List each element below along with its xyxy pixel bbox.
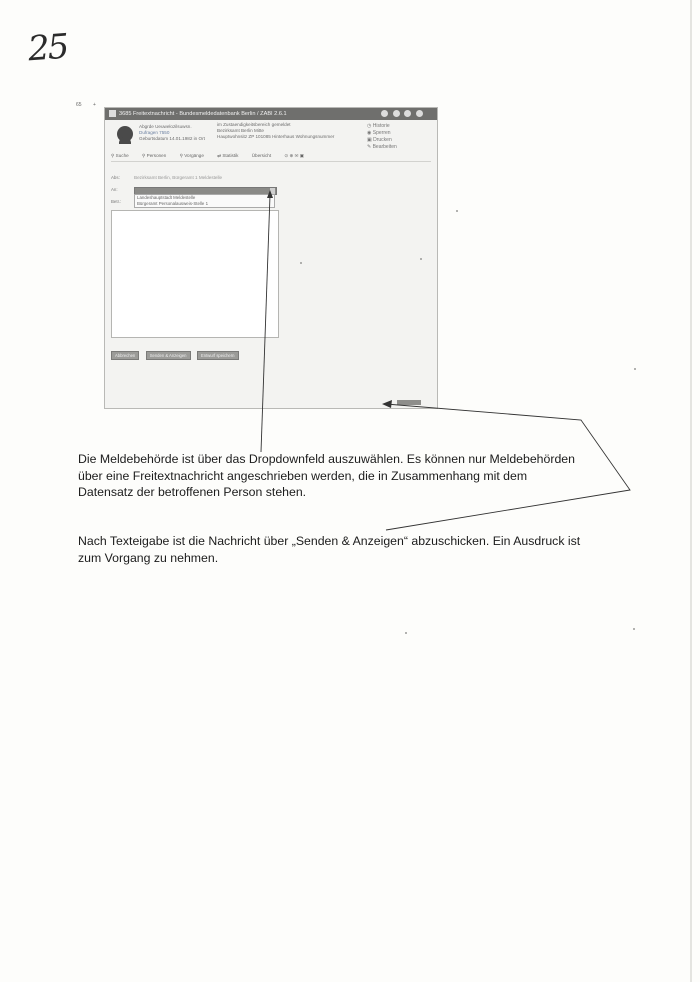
instruction-paragraph-2 <box>78 533 638 566</box>
instruction-paragraph-1 <box>78 451 638 501</box>
from-value: Bezirksamt Berlin, Bürgeramt 1 Meldestelle <box>134 175 223 180</box>
toolbar-divider <box>111 161 431 162</box>
window-title: 3685 Freitextnachricht - Bundesmeldedatenbank Berlin / ZABI 2.6.1 <box>119 111 287 117</box>
embedded-screenshot <box>104 107 438 409</box>
print-icon: ▣ <box>367 137 374 143</box>
window-controls <box>378 110 423 118</box>
scan-speck <box>634 368 636 370</box>
toolbar-search[interactable]: ⚲ Suche <box>111 153 129 158</box>
lock-icon: ◉ <box>367 130 373 136</box>
dropdown-options <box>134 194 275 208</box>
toolbar-stats[interactable]: ⇄ Statistik <box>217 153 239 158</box>
cancel-button[interactable]: Abbrechen <box>111 351 139 360</box>
person-name: Abgrde Ueuwelozilsuwsn. <box>139 124 192 129</box>
new-tab-button[interactable]: + <box>92 102 96 108</box>
toolbar-persons[interactable]: ⚲ Personen <box>141 153 167 158</box>
scan-speck <box>420 258 422 260</box>
side-action-print[interactable]: ▣ Drucken <box>367 137 392 143</box>
dropdown-option[interactable]: Bürgeramt Personalausweis-Stelle 1 <box>137 201 209 206</box>
paragraph-line: Die Meldebehörde ist über das Dropdownfeld auszuwählen. Es können nur Meldebehörden <box>78 452 575 466</box>
side-action-list <box>367 123 397 151</box>
paragraph-line: zum Vorgang zu nehmen. <box>78 550 219 565</box>
window-titlebar <box>105 108 437 120</box>
person-birth: Geburtsdatum 14.01.1982 in Ort <box>139 136 205 141</box>
button-row <box>111 344 241 362</box>
tab-number[interactable]: 65 <box>76 102 82 108</box>
handwritten-page-number: 25 <box>26 26 69 70</box>
side-action-history[interactable]: ◷ Historie <box>367 123 390 129</box>
settings-icon[interactable] <box>381 110 388 117</box>
minimize-icon[interactable] <box>393 110 400 117</box>
page-edge <box>690 0 692 982</box>
scan-speck <box>405 632 407 634</box>
message-textarea[interactable] <box>111 210 279 338</box>
subject-label: Betr.: <box>111 199 122 204</box>
toolbar-icon-group[interactable]: ⊙ ⊕ ✉ ▣ <box>284 153 305 158</box>
record-status: im Zustaendigkeitsbereich gemeldet <box>217 122 291 127</box>
toolbar-overview[interactable]: Übersicht <box>251 153 272 158</box>
paragraph-line: über eine Freitextnachricht angeschrieben werden, die in Zusammenhang mit dem <box>78 468 528 483</box>
window-icon <box>109 110 116 117</box>
dropdown-option[interactable]: Landeshauptstadt Meldestelle <box>137 195 196 200</box>
side-action-edit[interactable]: ✎ Bearbeiten <box>367 144 397 150</box>
pencil-icon: ✎ <box>367 144 373 150</box>
paragraph-line: Datensatz der betroffenen Person stehen. <box>78 485 307 500</box>
send-and-show-button[interactable]: Senden & Anzeigen <box>146 351 191 360</box>
clock-icon: ◷ <box>367 123 373 129</box>
record-address: Hauptwohnsitz ZP 101085 Hinterhaus Wohnungsnummer <box>217 134 335 139</box>
person-avatar <box>117 126 133 142</box>
toolbar-cases[interactable]: ⚲ Vorgänge <box>179 153 204 158</box>
paragraph-line: Nach Texteigabe ist die Nachricht über „Senden & Anzeigen“ abzuschicken. Ein Ausdruck ist <box>78 534 581 548</box>
to-label: An: <box>111 187 118 192</box>
record-authority: Bezirksamt Berlin Mitte <box>217 128 264 133</box>
scan-speck <box>300 262 302 264</box>
status-bar-button[interactable] <box>397 400 421 405</box>
from-label: Abs: <box>111 175 120 180</box>
toolbar <box>111 153 310 159</box>
scan-speck <box>633 628 635 630</box>
close-icon[interactable] <box>416 110 423 117</box>
scan-speck <box>456 210 458 212</box>
person-id-link[interactable]: Dufragen 7550 <box>139 130 170 135</box>
save-draft-button[interactable]: Entwurf speichern <box>197 351 239 360</box>
maximize-icon[interactable] <box>404 110 411 117</box>
side-action-lock[interactable]: ◉ Sperren <box>367 130 391 136</box>
